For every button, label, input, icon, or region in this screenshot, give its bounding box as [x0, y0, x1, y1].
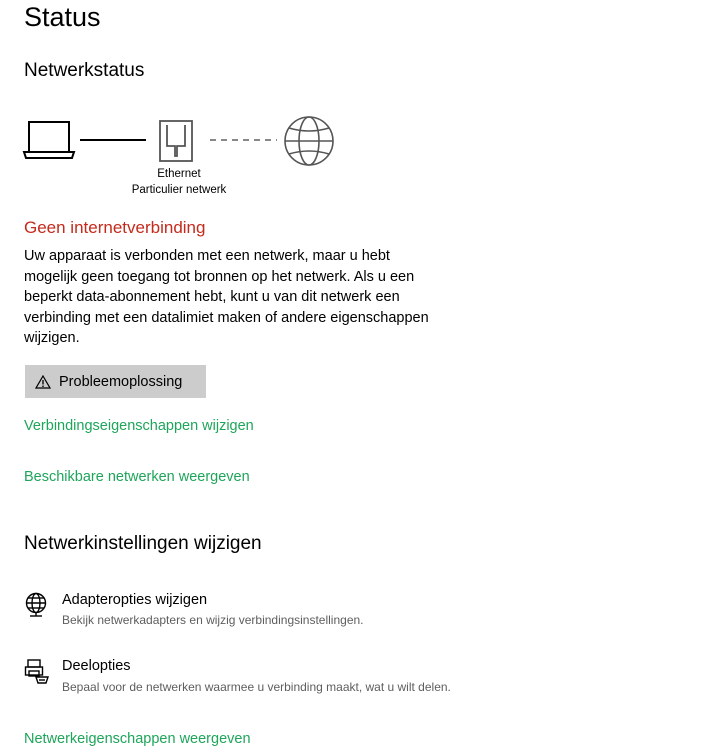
adapter-name: Ethernet [157, 168, 201, 180]
warning-icon [35, 375, 51, 389]
network-diagram [22, 112, 342, 172]
network-status-heading: Netwerkstatus [24, 60, 145, 81]
network-adapter-info [128, 166, 230, 198]
globe-network-icon [24, 592, 50, 618]
troubleshoot-label: Probleemoplossing [59, 373, 183, 390]
page-title: Status [24, 2, 101, 32]
globe-icon [285, 117, 333, 165]
connection-description: Uw apparaat is verbonden met een netwerk, maar u hebt mogelijk geen toegang tot bronnen op het netwerk. Als u een beperkt data-abonnement hebt, kunt u van dit netwerk een verbinding met een datalimiet maken of andere eigenschappen wijzigen. [24, 248, 429, 346]
connection-status-error: Geen internetverbinding [24, 218, 206, 237]
adapter-options-title: Adapteropties wijzigen [62, 592, 208, 608]
show-network-properties-link[interactable]: Netwerkeigenschappen weergeven [24, 731, 251, 747]
ethernet-icon [160, 121, 192, 161]
network-settings-heading: Netwerkinstellingen wijzigen [24, 533, 262, 554]
network-type: Particulier netwerk [131, 184, 227, 196]
change-connection-properties-link[interactable]: Verbindingseigenschappen wijzigen [24, 418, 254, 434]
sharing-options-description: Bepaal voor de netwerken waarmee u verbinding maakt, wat u wilt delen. [62, 680, 451, 694]
sharing-icon [24, 658, 50, 684]
show-available-networks-link[interactable]: Beschikbare netwerken weergeven [24, 469, 250, 485]
troubleshoot-button[interactable] [25, 365, 206, 398]
adapter-options-description: Bekijk netwerkadapters en wijzig verbindingsinstellingen. [62, 613, 364, 627]
laptop-icon [24, 122, 74, 158]
sharing-options-title: Deelopties [62, 658, 131, 674]
